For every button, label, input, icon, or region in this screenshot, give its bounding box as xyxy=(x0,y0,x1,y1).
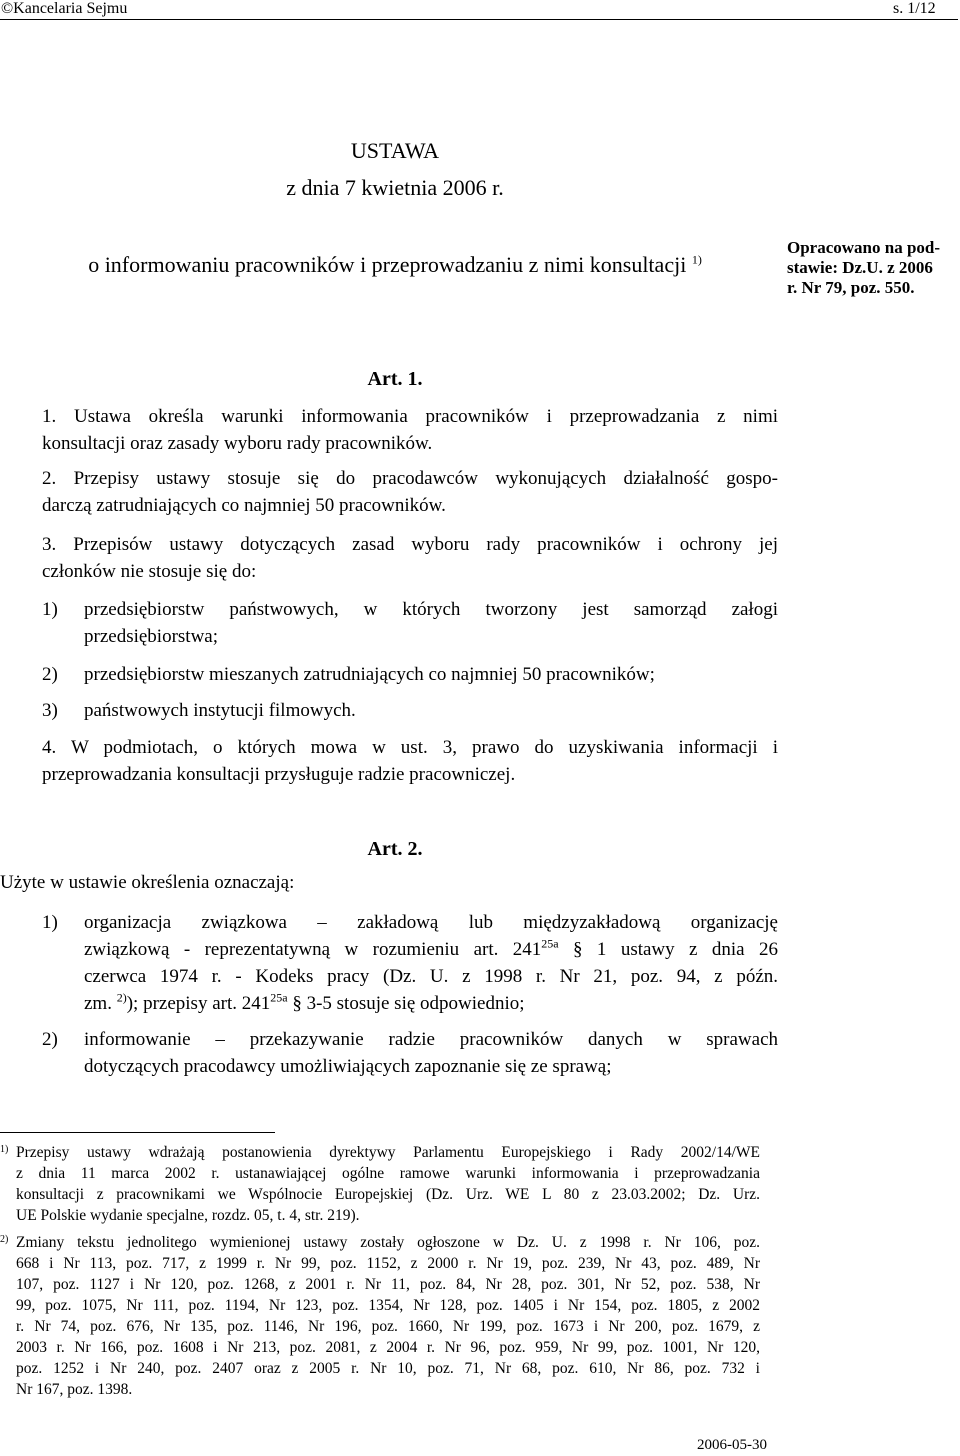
act-subject: o informowaniu pracowników i przeprowadzaniu z nimi konsultacji $^{1)}$ xyxy=(88,252,702,277)
header-divider xyxy=(0,19,958,20)
art-2-item-2: 2) informowanie – przekazywanie radzie pracowników danych w sprawach dotyczących pracodawcy umożliwiających zapoznanie się ze sprawą; xyxy=(42,1029,778,1077)
art-2-heading: Art. 2. xyxy=(367,838,423,860)
art-2-item-1: 1) organizacja związkowa – zakładową lub międzyzakładową organizację związkową - reprezentatywną w rozumieniu art. $241^{25a}$ § 1 ustawy z dnia 26 czerwca 1974 r. - Kodeks pracy (Dz. U. z 1998 r. Nr 21, poz. 94, z późn. zm. $^{2)}$); przepisy art. $241^{25a}$ § 3-5 stosuje się odpowiednio; xyxy=(42,912,778,1014)
source-note: Opracowano na pod- stawie: Dz.U. z 2006 r. Nr 79, poz. 550. xyxy=(787,238,941,297)
art-1-para-1: 1. Ustawa określa warunki informowania pracowników i przeprowadzania z nimi konsultacji oraz zasady wyboru rady pracowników. xyxy=(42,406,779,454)
page-number: s. 1/12 xyxy=(893,0,936,17)
footnote-ref-2[interactable]: 2) xyxy=(116,990,127,1005)
header-source: ©Kancelaria Sejmu xyxy=(1,0,128,17)
footer-date: 2006-05-30 xyxy=(697,1437,767,1453)
act-type: USTAWA xyxy=(350,138,440,163)
art-1-para-4: 4. W podmiotach, o których mowa w ust. 3, prawo do uzyskiwania informacji i przeprowadzania konsultacji przysługuje radzie pracowniczej. xyxy=(42,737,778,785)
art-1-para-3: 3. Przepisów ustawy dotyczących zasad wyboru rady pracowników i ochrony jej członków nie stosuje się do: xyxy=(42,534,779,582)
art-2-intro: Użyte w ustawie określenia oznaczają: xyxy=(0,872,295,893)
footnote-divider xyxy=(0,1132,275,1133)
footnote-2: 2) Zmiany tekstu jednolitego wymienionej ustawy zostały ogłoszone w Dz. U. z 1998 r. Nr 106, poz. 668 i Nr 113, poz. 717, z 1999 r. Nr 99, poz. 1152, z 2000 r. Nr 19, poz. 239, Nr 43, poz. 489, Nr 107, poz. 1127 i Nr 120, poz. 1268, z 2001 r. Nr 11, poz. 84, Nr 28, poz. 301, Nr 52, poz. 538, Nr 99, poz. 1075, Nr 111, poz. 1194, Nr 123, poz. 1354, Nr 128, poz. 1405 i Nr 154, poz. 1805, z 2002 r. Nr 74, poz. 676, Nr 135, poz. 1146, Nr 196, poz. 1660, Nr 199, poz. 1673 i Nr 200, poz. 1679, z 2003 r. Nr 166, poz. 1608 i Nr 213, poz. 2081, z 2004 r. Nr 96, poz. 959, Nr 99, poz. 1001, Nr 120, poz. 1252 i Nr 240, poz. 2407 oraz z 2005 r. Nr 10, poz. 71, Nr 68, poz. 610, Nr 86, poz. 732 i Nr 167, poz. 1398. xyxy=(0,1234,760,1398)
art-1-item-3: 3) państwowych instytucji filmowych. xyxy=(42,700,356,721)
art-1-para-2: 2. Przepisy ustawy stosuje się do pracodawców wykonujących działalność gospo- darczą zatrudniających co najmniej 50 pracowników. xyxy=(42,468,779,516)
footnote-1: 1) Przepisy ustawy wdrażają postanowienia dyrektywy Parlamentu Europejskiego i Rady 2002/14/WE z dnia 11 marca 2002 r. ustanawiającej ogólne ramowe warunki informowania i przeprowadzania konsultacji z pracownikami we Wspólnocie Europejskiej (Dz. Urz. WE L 80 z 23.03.2002; Dz. Urz. UE Polskie wydanie specjalne, rozdz. 05, t. 4, str. 219). xyxy=(0,1144,760,1224)
footnote-ref-1[interactable]: 1) xyxy=(691,252,702,267)
art-1-heading: Art. 1. xyxy=(367,368,423,390)
act-date: z dnia 7 kwietnia 2006 r. xyxy=(286,175,504,200)
art-1-item-1: 1) przedsiębiorstw państwowych, w których tworzony jest samorząd załogi przedsiębiorstwa; xyxy=(42,599,778,647)
art-1-item-2: 2) przedsiębiorstw mieszanych zatrudniających co najmniej 50 pracowników; xyxy=(42,664,655,685)
